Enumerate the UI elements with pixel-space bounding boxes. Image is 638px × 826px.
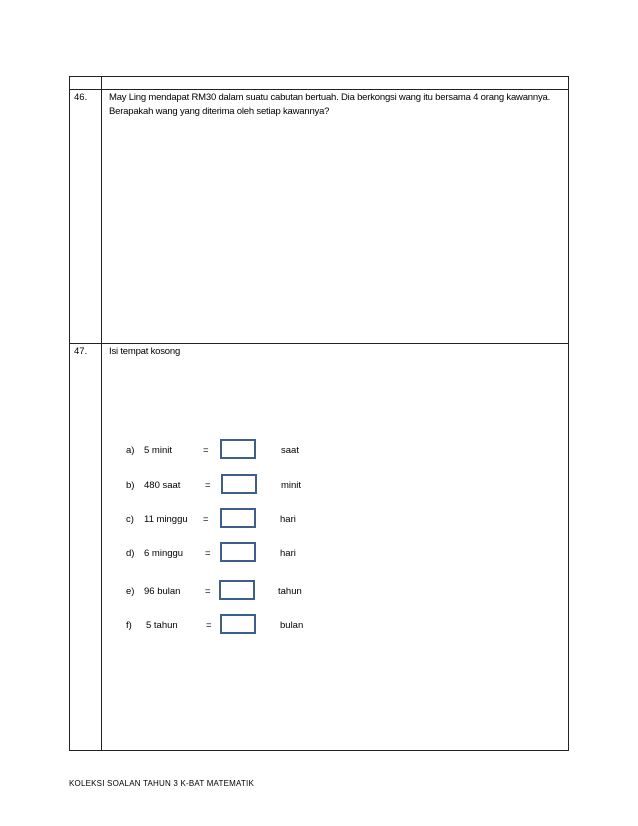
answer-box-e[interactable] [219, 580, 255, 600]
item-unit: bulan [280, 620, 304, 631]
item-quantity: 6 minggu [144, 548, 184, 559]
question-47-cell [102, 344, 569, 751]
answer-box-f[interactable] [220, 614, 256, 634]
question-46-number: 46. [70, 90, 102, 344]
page-footer: KOLEKSI SOALAN TAHUN 3 K-BAT MATEMATIK [69, 779, 254, 788]
fill-item-a [102, 439, 570, 463]
item-unit: saat [281, 445, 299, 456]
equals-sign: = [205, 586, 211, 597]
question-47-title: Isi tempat kosong [109, 346, 181, 357]
question-47-row [70, 344, 569, 751]
question-46-text: May Ling mendapat RM30 dalam suatu cabutan bertuah. Dia berkongsi wang itu bersama 4 orang kawannya. Berapakah wang yang diterima oleh setiap kawannya? [102, 90, 569, 344]
item-unit: tahun [278, 586, 302, 597]
item-unit: hari [280, 548, 296, 559]
item-label: c) [126, 514, 134, 525]
equals-sign: = [205, 480, 211, 491]
item-label: d) [126, 548, 135, 559]
question-46-row [70, 90, 569, 344]
item-label: b) [126, 480, 135, 491]
item-quantity: 5 tahun [146, 620, 178, 631]
item-unit: minit [281, 480, 302, 491]
item-quantity: 480 saat [144, 480, 181, 491]
fill-item-b [102, 474, 570, 498]
item-unit: hari [280, 514, 296, 525]
answer-box-d[interactable] [220, 542, 256, 562]
equals-sign: = [203, 445, 209, 456]
equals-sign: = [206, 620, 212, 631]
answer-box-b[interactable] [221, 474, 257, 494]
fill-item-c [102, 508, 570, 532]
fill-item-d [102, 542, 570, 566]
header-row [70, 77, 569, 90]
answer-box-a[interactable] [220, 439, 256, 459]
question-table [69, 76, 569, 751]
item-label: f) [126, 620, 132, 631]
fill-item-f [102, 614, 570, 638]
answer-box-c[interactable] [220, 508, 256, 528]
header-cell-number [70, 77, 102, 90]
header-cell-question [102, 77, 569, 90]
question-47-number: 47. [70, 344, 102, 751]
fill-item-e [102, 580, 570, 604]
item-quantity: 5 minit [144, 445, 172, 456]
item-label: a) [126, 445, 135, 456]
equals-sign: = [203, 514, 209, 525]
item-label: e) [126, 586, 135, 597]
item-quantity: 96 bulan [144, 586, 181, 597]
equals-sign: = [205, 548, 211, 559]
item-quantity: 11 minggu [144, 514, 188, 525]
